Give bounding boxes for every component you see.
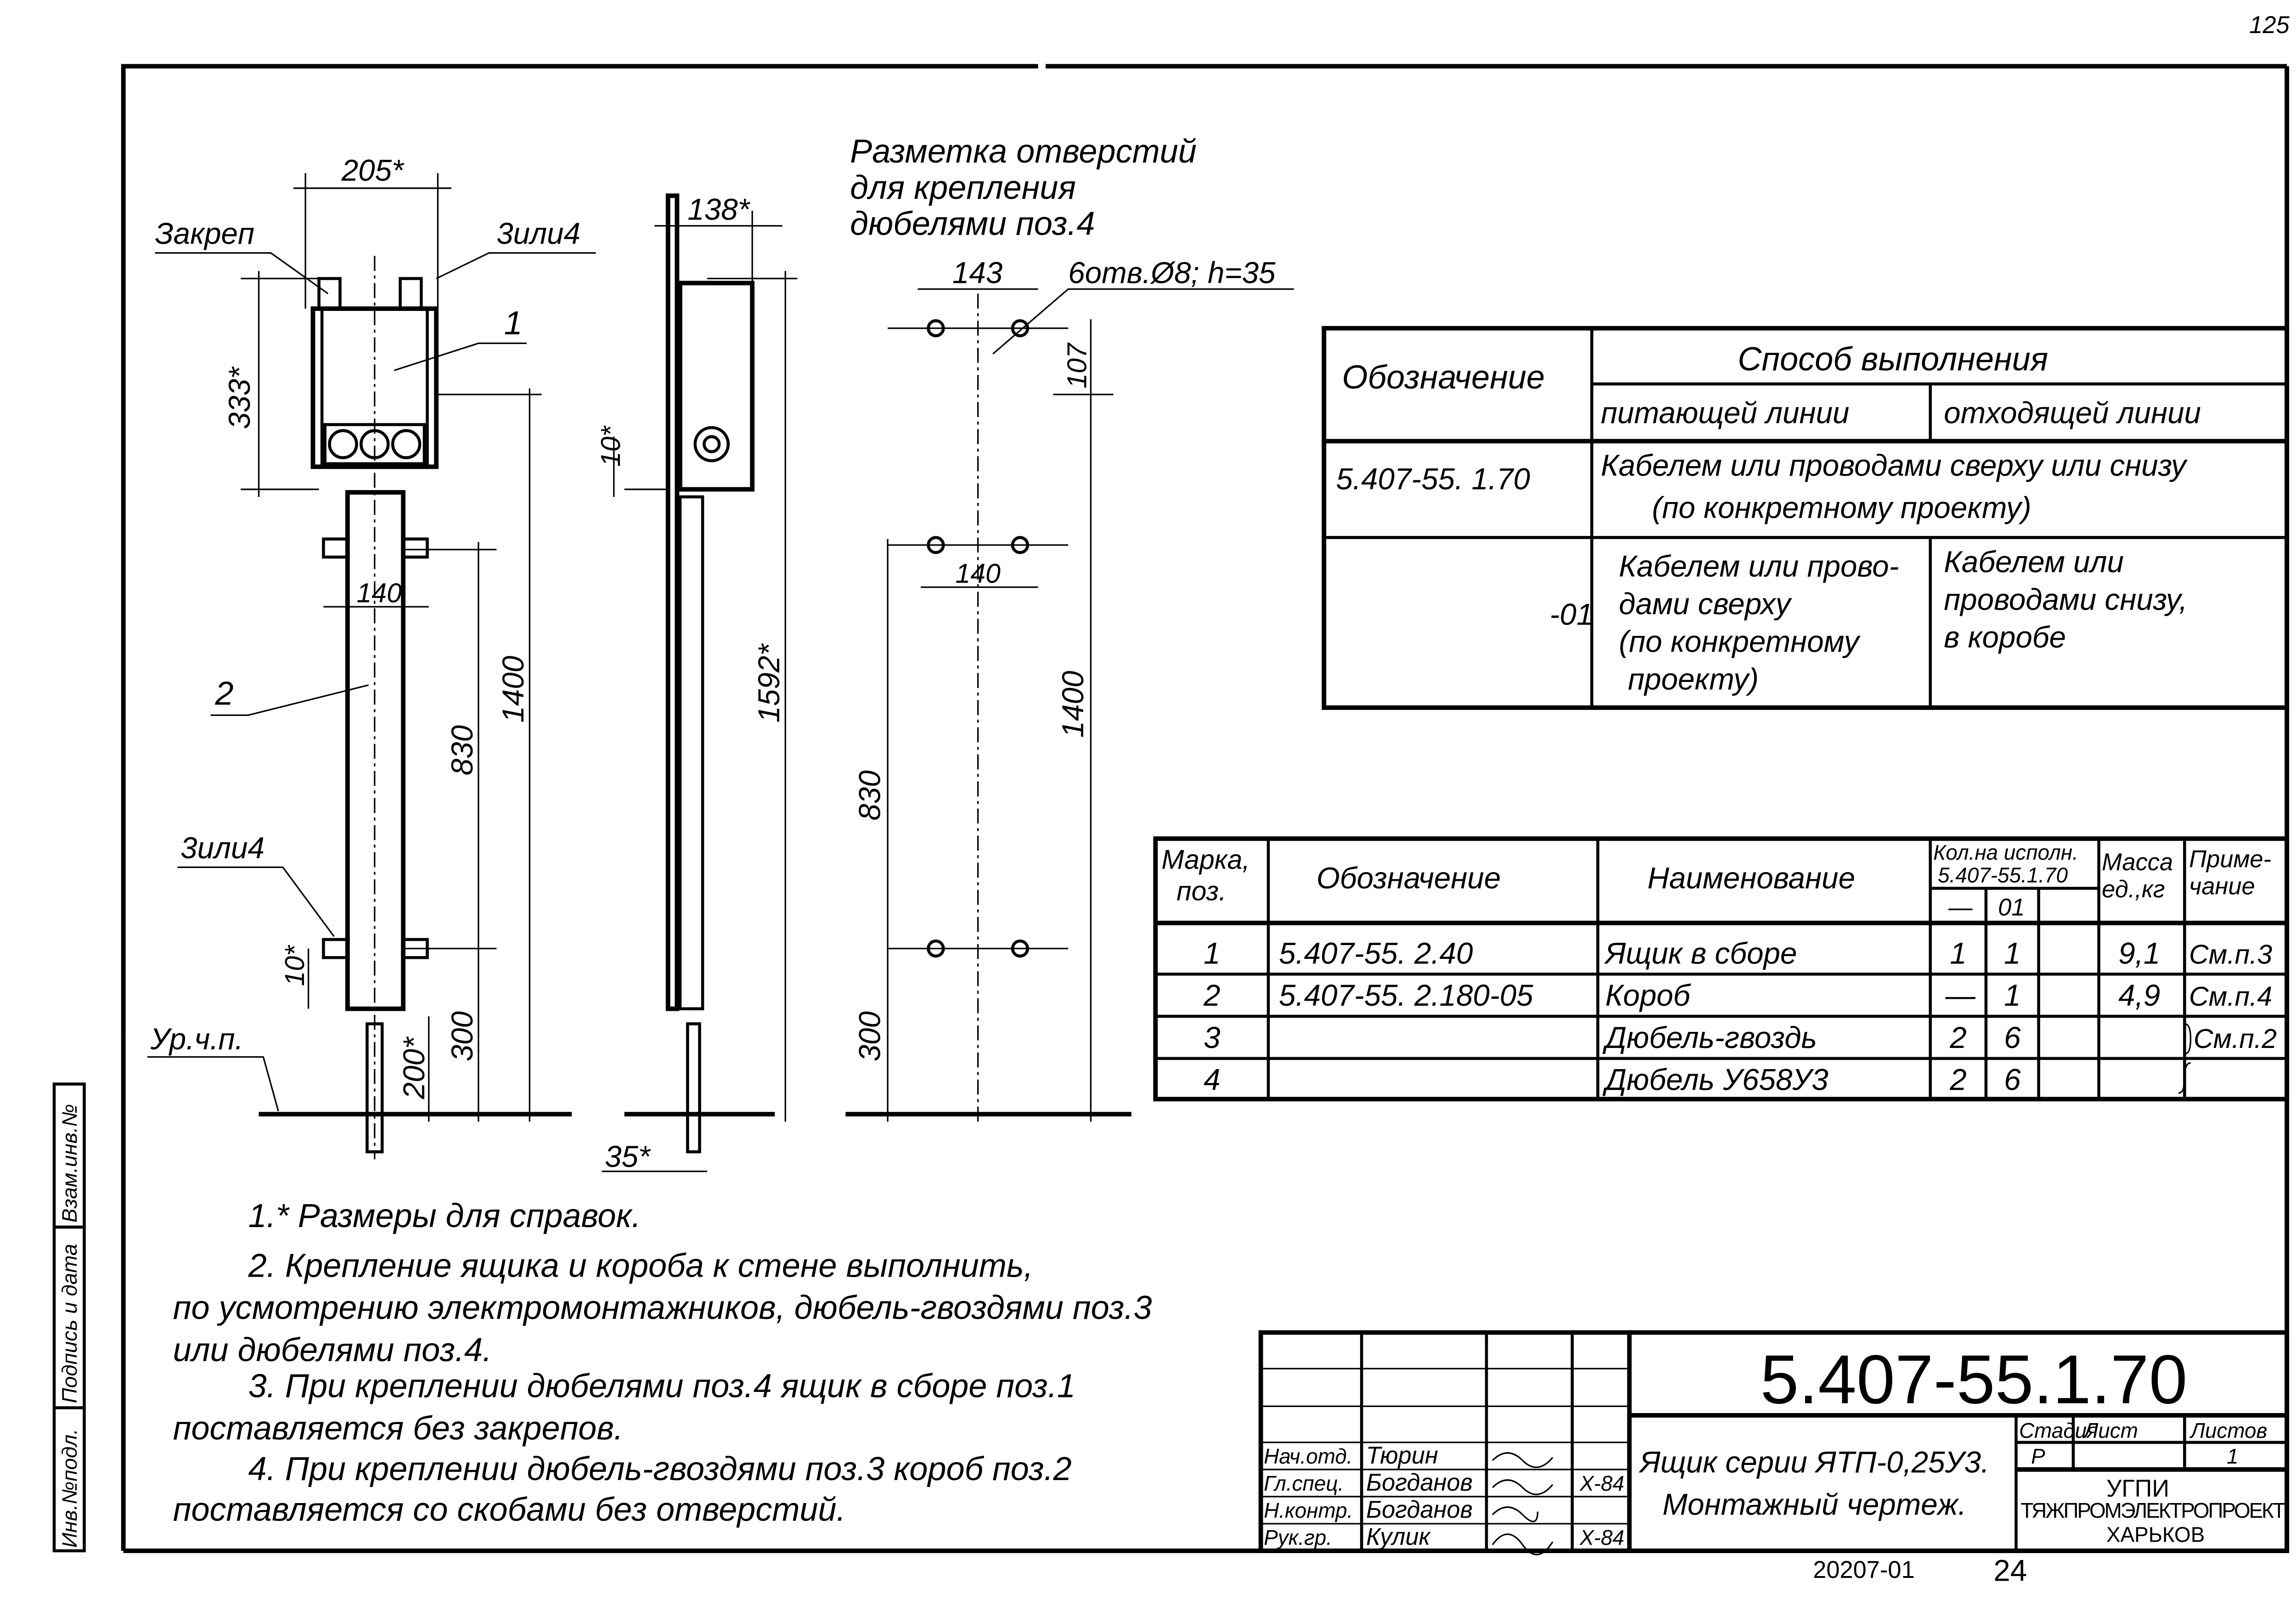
parts-header-note-2: чание <box>2189 873 2255 900</box>
note-3: 3. При креплении дюбелями поз.4 ящик в сборе поз.1 <box>248 1368 1076 1405</box>
role: Рук.гр. <box>1264 1525 1332 1549</box>
org-1: УГПИ <box>2106 1475 2170 1502</box>
date: X-84 <box>1580 1471 1625 1495</box>
dim-333: 333* <box>222 367 256 429</box>
exec-row1-method-2: (по конкретному проекту) <box>1652 490 2032 524</box>
cell-qty-01: 1 <box>2004 979 2021 1013</box>
parts-header-qty-sub-1: 01 <box>1998 894 2025 921</box>
exec-header-method: Способ выполнения <box>1738 341 2048 378</box>
parts-header-note-1: Приме- <box>2189 846 2272 873</box>
person-name: Богданов <box>1366 1496 1473 1523</box>
parts-header-qty-2: 5.407-55.1.70 <box>1938 863 2068 887</box>
exec-row1-designation: 5.407-55. 1.70 <box>1336 462 1531 496</box>
role: Н.контр. <box>1264 1498 1353 1522</box>
parts-header-qty-1: Кол.на исполн. <box>1933 840 2078 865</box>
left-stamp <box>54 1084 84 1551</box>
cell-mass: 4,9 <box>2118 979 2161 1013</box>
note-1: 1.* Размеры для справок. <box>248 1198 641 1235</box>
cell-mark: 1 <box>1204 936 1221 970</box>
stamp-inv-podl: Инв.№подл. <box>57 1429 82 1548</box>
person-name: Тюрин <box>1366 1442 1438 1469</box>
table-row <box>1204 1063 2021 1097</box>
cell-mark: 3 <box>1204 1020 1221 1054</box>
cell-qty-base: 2 <box>1950 1020 1967 1054</box>
exec-row2-supply-1: Кабелем или прово- <box>1619 549 1899 583</box>
person-name: Кулик <box>1366 1523 1430 1550</box>
signature-row <box>1264 1442 1553 1469</box>
cell-qty-01: 1 <box>2004 936 2021 970</box>
label-zakrep: Закреп <box>155 217 255 251</box>
cell-qty-01: 6 <box>2004 1020 2021 1054</box>
exec-row2-designation: -01 <box>1549 597 1593 631</box>
hole-marking-title-2: для крепления <box>850 169 1076 206</box>
dim-830-front: 830 <box>445 725 479 776</box>
exec-header-outgoing: отходящей линии <box>1944 396 2201 430</box>
dim-140-front: 140 <box>356 578 402 608</box>
hole-marking-title-1: Разметка отверстий <box>850 133 1197 170</box>
dim-10-front: 10* <box>279 945 310 986</box>
doc-number: 5.407-55.1.70 <box>1760 1340 2188 1418</box>
org-2: ТЯЖПРОМЭЛЕКТРОПРОЕКТ <box>2020 1498 2285 1522</box>
cell-note: См.п.4 <box>2189 981 2273 1012</box>
dim-107: 107 <box>1062 343 1092 389</box>
parts-header-mass-2: ед.,кг <box>2102 876 2165 903</box>
doc-title-1: Ящик серии ЯТП-0,25У3. <box>1640 1445 1990 1479</box>
notes <box>173 1198 1152 1528</box>
note-4: 4. При креплении дюбель-гвоздями поз.3 короб поз.2 <box>248 1450 1072 1487</box>
exec-row2-supply-4: проекту) <box>1628 662 1759 696</box>
cell-designation: 5.407-55. 2.40 <box>1278 936 1473 970</box>
label-3-or-4-bottom: 3или4 <box>180 831 264 865</box>
signature-row <box>1264 1470 1624 1496</box>
dim-10-side: 10* <box>595 426 626 467</box>
parts-header-designation: Обозначение <box>1316 861 1501 895</box>
exec-row2-outgoing-1: Кабелем или <box>1944 545 2124 579</box>
label-3-or-4-top: 3или4 <box>496 217 580 251</box>
exec-header-supply: питающей линии <box>1601 396 1850 430</box>
stamp-signature-date: Подпись и дата <box>57 1244 82 1403</box>
note-4-cont: поставляется со скобами без отверстий. <box>173 1491 846 1528</box>
dim-1400-marking: 1400 <box>1056 670 1090 738</box>
front-view <box>147 153 596 1159</box>
dim-143: 143 <box>952 256 1003 290</box>
label-pos-1: 1 <box>504 304 523 342</box>
cell-qty-base: 1 <box>1950 936 1967 970</box>
parts-header-name: Наименование <box>1647 861 1855 895</box>
label-pos-2: 2 <box>215 675 234 712</box>
role: Гл.спец. <box>1264 1471 1344 1495</box>
dim-200: 200* <box>397 1037 431 1099</box>
person-name: Богданов <box>1366 1469 1473 1496</box>
cell-name: Дюбель У658У3 <box>1605 1063 1829 1097</box>
sheets-value: 1 <box>2227 1444 2239 1468</box>
dim-830-marking: 830 <box>853 770 887 821</box>
parts-header-mass-1: Масса <box>2102 849 2173 876</box>
sheet-header: Лист <box>2083 1419 2138 1443</box>
side-view <box>596 193 798 1173</box>
exec-row2-outgoing-3: в коробе <box>1944 620 2066 654</box>
cell-note: См.п.3 <box>2189 939 2273 970</box>
stage-header: Стадия <box>2019 1419 2098 1443</box>
table-row <box>1204 936 2272 970</box>
cell-qty-base: — <box>1945 979 1975 1013</box>
date: X-84 <box>1580 1525 1625 1549</box>
stage-value: Р <box>2031 1444 2045 1468</box>
cell-mark: 4 <box>1204 1063 1221 1097</box>
signature-row <box>1264 1497 1537 1523</box>
exec-row2-supply-2: дами сверху <box>1619 587 1791 621</box>
note-2-cont: по усмотрению электромонтажников, дюбель-гвоздями поз.3 <box>173 1290 1152 1327</box>
note-3-cont: поставляется без закрепов. <box>173 1410 623 1447</box>
cell-note: См.п.2 <box>2194 1023 2277 1054</box>
page-number: 24 <box>1993 1554 2027 1588</box>
parts-table <box>1155 839 2287 1099</box>
cell-qty-base: 2 <box>1950 1063 1967 1097</box>
holes-note: 6отв.Ø8; h=35 <box>1068 256 1276 290</box>
title-block <box>1261 1333 2287 1555</box>
parts-header-mark-1: Марка, <box>1161 844 1250 875</box>
cell-name: Короб <box>1605 979 1690 1013</box>
exec-header-designation: Обозначение <box>1342 359 1545 396</box>
cell-designation: 5.407-55. 2.180-05 <box>1278 979 1533 1013</box>
cell-mass: 9,1 <box>2118 936 2161 970</box>
dim-300-marking: 300 <box>853 1011 887 1062</box>
stamp-vzam-inv: Взам.инв.№ <box>57 1104 82 1223</box>
cell-name: Ящик в сборе <box>1605 936 1797 970</box>
hole-marking-title-3: дюбелями поз.4 <box>850 205 1095 242</box>
exec-row2-supply-3: (по конкретному <box>1619 625 1859 659</box>
archive-number: 20207-01 <box>1813 1556 1915 1583</box>
parts-header-qty-sub-0: — <box>1948 894 1973 921</box>
label-floor-level: Ур.ч.п. <box>150 1022 243 1056</box>
sheets-header: Листов <box>2190 1419 2268 1443</box>
note-2-cont2: или дюбелями поз.4. <box>173 1331 492 1368</box>
exec-row1-method-1: Кабелем или проводами сверху или снизу <box>1601 449 2186 483</box>
exec-row2-outgoing-2: проводами снизу, <box>1944 582 2188 616</box>
cell-qty-01: 6 <box>2004 1063 2021 1097</box>
dim-138: 138* <box>687 192 750 226</box>
cell-mark: 2 <box>1204 979 1221 1013</box>
table-row <box>1203 979 2272 1012</box>
dim-205: 205* <box>341 153 404 187</box>
dim-1400-front: 1400 <box>496 655 530 723</box>
cell-name: Дюбель-гвоздь <box>1605 1020 1817 1054</box>
note-2: 2. Крепление ящика и короба к стене выполнить, <box>248 1247 1033 1284</box>
dim-140-marking: 140 <box>955 558 1001 589</box>
dim-35: 35* <box>605 1139 650 1173</box>
dim-1592: 1592* <box>752 644 786 723</box>
role: Нач.отд. <box>1264 1444 1353 1468</box>
execution-table <box>1324 328 2287 708</box>
org-3: ХАРЬКОВ <box>2106 1522 2205 1547</box>
doc-title-2: Монтажный чертеж. <box>1662 1487 1967 1521</box>
sheet-number-top: 125 <box>2249 12 2290 39</box>
parts-header-mark-2: поз. <box>1176 876 1227 907</box>
dim-300-front: 300 <box>445 1011 479 1062</box>
